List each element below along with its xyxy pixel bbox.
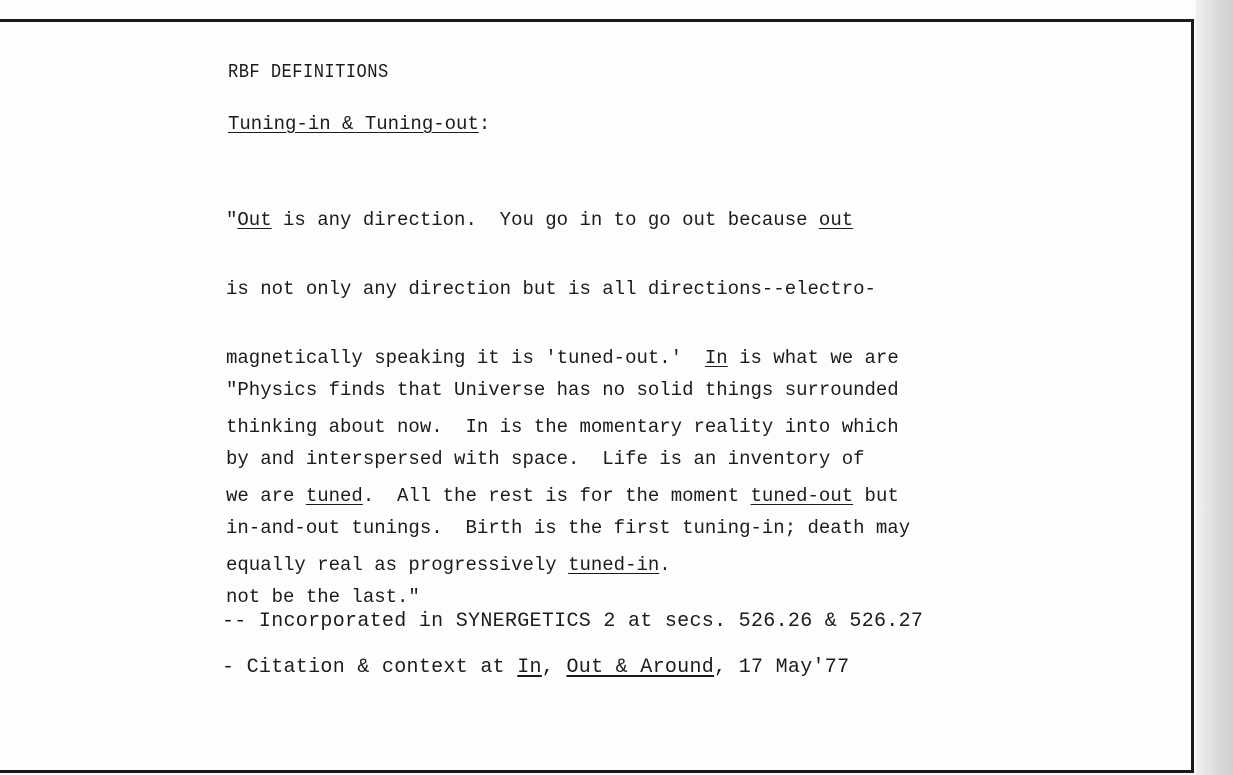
paragraph-line: in-and-out tunings. Birth is the first tuning-in; death may xyxy=(226,517,911,539)
paragraph-line xyxy=(226,209,899,232)
line-text: magnetically speaking it is 'tuned-out.' xyxy=(226,347,705,369)
document-title: RBF DEFINITIONS xyxy=(228,61,389,83)
term-colon: : xyxy=(478,113,491,135)
citation-out-around-link: Out & Around xyxy=(566,656,715,679)
definition-paragraph-2 xyxy=(226,333,910,655)
citation-date: , 17 May'77 xyxy=(714,656,850,679)
citation-prefix: - Citation & context at xyxy=(222,656,518,679)
line-text: equally real as progressively xyxy=(226,554,569,576)
line-text: . All the rest is for the moment xyxy=(362,485,751,507)
line-text: we are xyxy=(226,485,306,507)
emphasis-out-2: out xyxy=(818,209,854,231)
paragraph-line: is not only any direction but is all directions--electro- xyxy=(226,278,876,300)
emphasis-out: Out xyxy=(237,209,272,231)
emphasis-tuned-out: tuned-out xyxy=(750,485,854,507)
line-text: is what we are xyxy=(727,347,899,369)
emphasis-in: In xyxy=(704,347,728,369)
paragraph-line: not be the last." xyxy=(226,586,420,608)
term-name: Tuning-in & Tuning-out xyxy=(228,113,479,135)
term-heading xyxy=(228,113,490,135)
line-text: . xyxy=(659,554,671,576)
incorporation-note: -- Incorporated in SYNERGETICS 2 at secs. 526.26 & 526.27 xyxy=(222,610,924,633)
emphasis-tuned-in: tuned-in xyxy=(568,554,660,576)
scan-edge-shadow xyxy=(1196,0,1233,775)
citation-separator: , xyxy=(541,656,567,679)
emphasis-tuned: tuned xyxy=(305,485,363,507)
citation-note xyxy=(222,656,849,679)
quote-mark: " xyxy=(226,209,238,231)
page-top-margin xyxy=(0,0,1192,19)
paragraph-line: thinking about now. In is the momentary reality into which xyxy=(226,416,899,438)
line-text: is any direction. You go in to go out because xyxy=(271,209,819,231)
line-text: but xyxy=(853,485,899,507)
paragraph-line: by and interspersed with space. Life is an inventory of xyxy=(226,448,865,470)
paragraph-line: "Physics finds that Universe has no solid things surrounded xyxy=(226,379,899,401)
citation-in-link: In xyxy=(517,656,542,679)
